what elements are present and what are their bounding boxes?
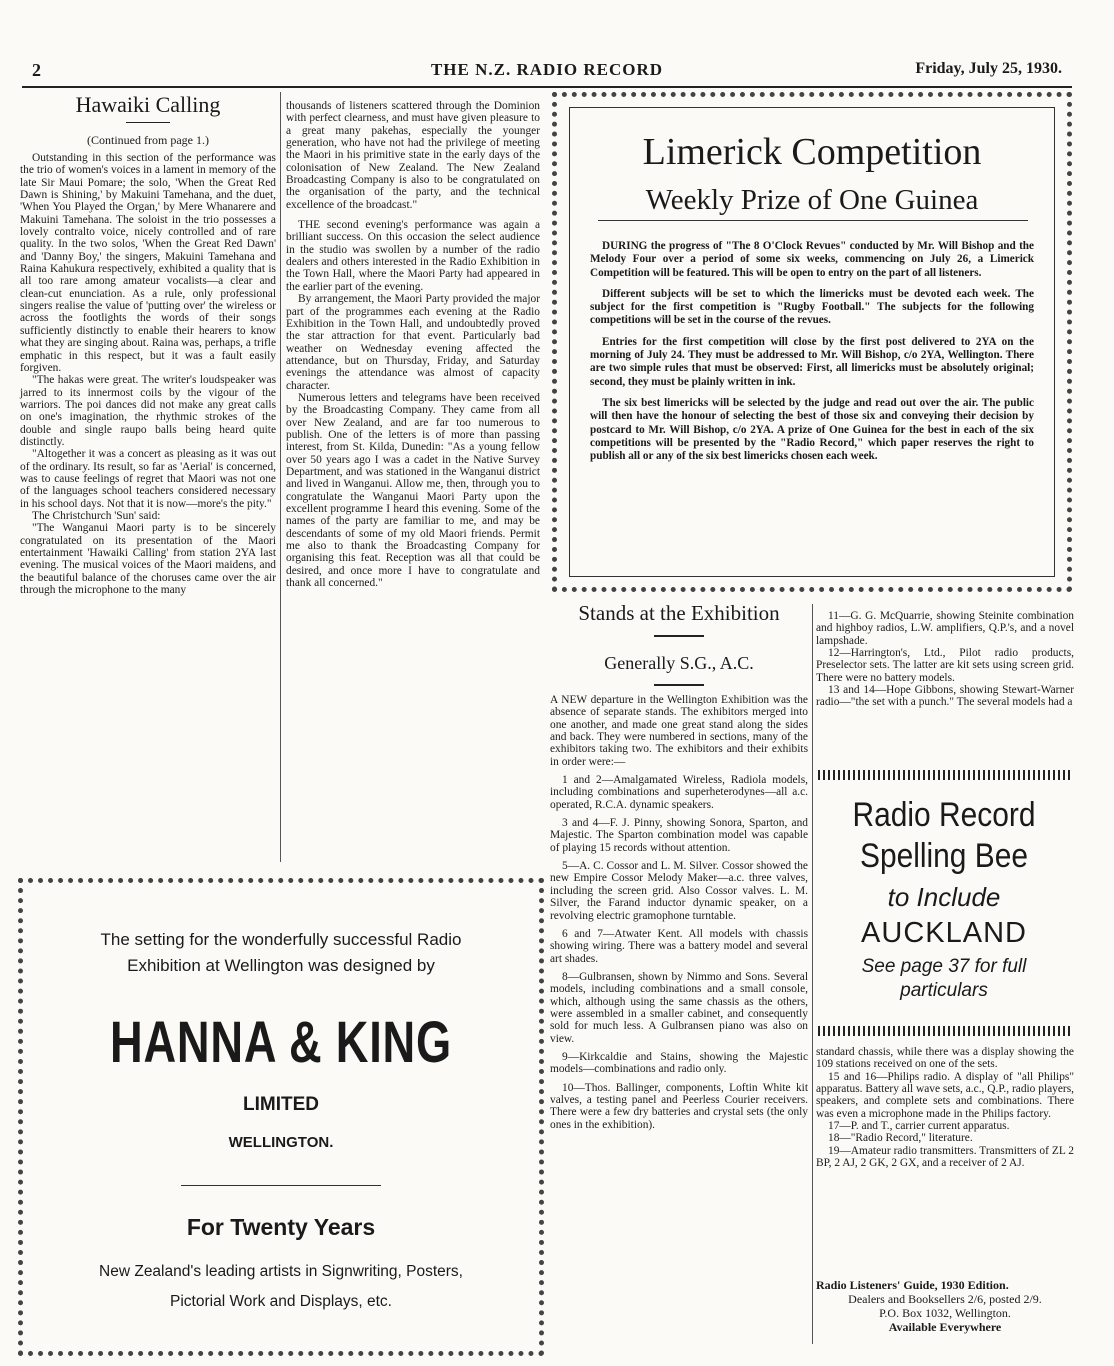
paragraph: "The Wanganui Maori party is to be sincerely congratulated on its presentation of the Maori entertainment 'Hawaiki Calling' from station 2YA last evening. The musical voices of the Maori maidens, and the beautiful balance of the choruses came over the air through the microphone to the many: [20, 522, 276, 597]
title-rule: [654, 635, 704, 637]
paragraph: The Christchurch 'Sun' said:: [32, 509, 161, 522]
ad-line-to-include: to Include: [887, 882, 1001, 912]
ad-tagline-line: Pictorial Work and Displays, etc.: [170, 1293, 392, 1310]
ad-company-name: HANNA & KING: [110, 1010, 452, 1075]
hawaiki-title: Hawaiki Calling: [75, 92, 221, 117]
ad-line-auckland: AUCKLAND: [861, 917, 1027, 949]
ad-limited: LIMITED: [243, 1094, 319, 1115]
paragraph: The six best limericks will be selected by the judge and read out over the air. The public will then have the honour of selecting the best of those six and conveying their decision by postcard to Mr. Will Bishop, c/o 2YA. A prize of One Guinea for the best in each of the six competitions will be presented by the "Radio Record," which paper reserves the right to publish all or any of the six best limericks chosen each week.: [590, 396, 1034, 463]
paragraph: Different subjects will be set to which the limericks must be devoted each week. The subject for the first competition is "Rugby Football." The subjects for the following competitions will be set in the course of the revues.: [590, 287, 1034, 327]
paragraph: 17—P. and T., carrier current apparatus.: [828, 1120, 1010, 1133]
ad-intro-line: Exhibition at Wellington was designed by: [127, 956, 435, 975]
title-rule: [126, 122, 170, 123]
guide-address: P.O. Box 1032, Wellington.: [879, 1306, 1011, 1320]
paragraph: Outstanding in this section of the performance was the trio of women's voices in a lament in memory of the late Sir Maui Pomare; the solo, 'When the Great Red Dawn is Shining,' by Makuini Tamehana, and the duet, 'When You Played the Organ,' by Mere Whanarere and Makuini Tamehana. The soloist in the trio possesses a lovely contralto voice, nicely controlled and of rare quality. In the two solos, 'When the Great Red Dawn' and 'Danny Boy,' the singers, Makuini Tamehana and Raina Kahukura respectively, exhibited a quality that is all too rare among amateur vocalists—a clear and clean-cut enunciation. As a rule, only professional singers realise the value of 'putting over' the wireless or across the footlights the words of their songs sufficiently distinctly to enable their hearers to know what they are singing about. Raina was, perhaps, a trifle emphatic in this respect, but it was a fault easily forgiven.: [20, 152, 276, 374]
paragraph: 18—"Radio Record," literature.: [828, 1132, 973, 1145]
paragraph: THE second evening's performance was again a brilliant success. On this occasion the select audience in the studio was swollen by a number of the radio dealers and others interested in the Radio Exhibition in the Town Hall, where the Maori Party had appeared in the earlier part of the evening.: [286, 219, 540, 293]
ad-intro: [23, 927, 539, 979]
guide-availability: Available Everywhere: [888, 1320, 1002, 1334]
hawaiki-col2-text: [286, 100, 540, 589]
paragraph: 3 and 4—F. J. Pinny, showing Sonora, Sparton, and Majestic. The Sparton combination model was capable of playing 15 records without attention.: [550, 817, 808, 854]
paragraph: thousands of listeners scattered through the Dominion with perfect clearness, and must have given pleasure to a great many pakehas, especially the younger generation, who have not had the privilege of meeting the Maori in his primitive state in the early days of the colonisation of New Zealand. The New Zealand Broadcasting Company is also to be congratulated on the organisation of the party, and the technical excellence of the broadcast.": [286, 100, 540, 211]
spelling-bee-ad: [818, 770, 1070, 1040]
hanna-king-ad: [18, 878, 544, 1356]
paragraph: 6 and 7—Atwater Kent. All models with chassis showing wiring. There was a battery model and several art shades.: [550, 927, 808, 965]
page-header: [22, 60, 1072, 88]
ad-line-particulars: particulars: [900, 980, 988, 1001]
paragraph: By arrangement, the Maori Party provided the major part of the programmes each evening at the Radio Exhibition in the Town Hall, and undoubtedly proved the star attraction for that event. Particularly bad weather on Wednesday evening affected the attendance, but on Thursday, Friday, and Saturday evenings the attendance was almost of capacity character.: [286, 293, 540, 392]
paragraph: 11—G. G. McQuarrie, showing Steinite combination and highboy radios, L.W. amplifiers, Q.P.'s, and a novel lampshade.: [816, 610, 1074, 647]
paragraph: 1 and 2—Amalgamated Wireless, Radiola models, including combinations and superheterodynes—all a.c. operated, R.C.A. dynamic speakers.: [550, 774, 808, 811]
stands-subtitle: Generally S.G., A.C.: [604, 653, 754, 673]
limerick-body: [590, 240, 1034, 463]
ad-tagline-line: New Zealand's leading artists in Signwriting, Posters,: [99, 1263, 463, 1280]
divider: [598, 220, 1028, 221]
stands-col2-top: [816, 610, 1074, 709]
hawaiki-article: [20, 90, 276, 596]
paragraph: 19—Amateur radio transmitters. Transmitters of ZL 2 BP, 2 AJ, 2 GK, 2 GX, and a receiver of 2 AJ.: [816, 1144, 1074, 1170]
guide-title: Radio Listeners' Guide, 1930 Edition.: [816, 1278, 1009, 1292]
title-rule: [654, 684, 704, 686]
paragraph: Numerous letters and telegrams have been received by the Broadcasting Company. They came from all over New Zealand, and are far too numerous to publish. One of the letters is of more than passing interest, from St. Kilda, Dunedin: "As a young fellow over 50 years ago I was a cadet in the Native Survey Department, and was stationed in the Wanganui district and lived in Wanganui. Allow me, then, through you to congratulate the Wanganui Maori Party upon the excellent programme I heard this evening. Some of the names of the party are familiar to me, and may be descendants of some of my old Maori friends. Permit me also to thank the Broadcasting Company for organising this feat. Reception was all that could be desired, and once more I have to congratulate and thank all concerned.": [286, 391, 540, 590]
issue-date: Friday, July 25, 1930.: [915, 60, 1062, 77]
ad-line-see-page: See page 37 for full: [861, 956, 1027, 977]
stands-title: Stands at the Exhibition: [578, 601, 780, 625]
column-rule: [280, 92, 281, 862]
paragraph: Entries for the first competition will close by the first post delivered to 2YA on the morning of July 24. They must be addressed to Mr. Will Bishop, c/o 2YA, Wellington. There are two simple rules that must be observed: First, all limericks must be absolutely original; second, they must be plainly written in ink.: [590, 335, 1034, 388]
ad-years: For Twenty Years: [186, 1214, 376, 1240]
limerick-inner-frame: [569, 107, 1055, 577]
paragraph: 10—Thos. Ballinger, components, Loftin White kit valves, a testing panel and Peerless Courier receivers. There were a few dry batteries and crystal sets (the only ones in the exhibition).: [550, 1081, 808, 1131]
ad-intro-line: The setting for the wonderfully successful Radio: [100, 930, 462, 949]
continued-note: (Continued from page 1.): [87, 133, 209, 147]
paragraph: A NEW departure in the Wellington Exhibition was the absence of separate stands. The exhibitors merged into one another, and made one great stand along the sides and back. They were numbered in sections, many of the exhibitors taking two. The exhibitors and their exhibits in order were:—: [550, 694, 808, 768]
paragraph: 15 and 16—Philips radio. A display of "all Philips" apparatus. Battery all wave sets, a.c., Q.P., radio players, speakers, and complete sets and combinations. There was even a microphone made in the Philips factory.: [816, 1070, 1074, 1120]
decorative-border: [818, 1026, 1070, 1036]
paragraph: DURING the progress of "The 8 O'Clock Revues" conducted by Mr. Will Bishop and the Melody Four over a period of some six weeks, commencing on July 26, a Limerick Competition will be featured. This will be open to entry on the part of all listeners.: [590, 240, 1034, 279]
limerick-title: Limerick Competition: [642, 131, 982, 173]
page-number: 2: [32, 60, 41, 80]
hawaiki-col1-text: [20, 152, 276, 596]
ad-line-spelling-bee: Spelling Bee: [859, 837, 1028, 875]
ad-city: WELLINGTON.: [228, 1134, 334, 1151]
guide-price: Dealers and Booksellers 2/6, posted 2/9.: [848, 1292, 1042, 1306]
paragraph: 8—Gulbransen, shown by Nimmo and Sons. Several models, including combinations and a small console, which, although using the same chassis as the others, were assembled in a smaller cabinet, and consequently sold for much less. A Gulbransen piano was also on view.: [550, 970, 808, 1045]
ad-tagline: [23, 1257, 539, 1317]
ad-line-radio-record: Radio Record: [852, 796, 1036, 834]
paragraph: "The hakas were great. The writer's loudspeaker was jarred to its innermost coils by the vigour of the warriors. The poi dances did not make any great calls on one's imagination, the rhythmic strokes of the double and single raupo balls being heard quite distinctly.: [20, 374, 276, 448]
divider: [181, 1185, 381, 1186]
paragraph: 12—Harrington's, Ltd., Pilot radio products, Preselector sets. The latter are kit sets using screen grid. There were no battery models.: [816, 647, 1074, 684]
listeners-guide-notice: [816, 1278, 1074, 1334]
paragraph: 5—A. C. Cossor and L. M. Silver. Cossor showed the new Empire Cossor Melody Maker—a.c. three valves, including the screen grid. Also Cossor valves. L. M. Silver, the Farand inductor dynamic speaker, on a revolving electric gramophone turntable.: [550, 860, 808, 922]
column-rule: [812, 604, 813, 1344]
limerick-subtitle: Weekly Prize of One Guinea: [645, 184, 979, 216]
decorative-border: [818, 770, 1070, 780]
stands-article: [550, 602, 808, 1131]
paragraph: 9—Kirkcaldie and Stains, showing the Majestic models—combinations and radio only.: [550, 1050, 808, 1076]
paragraph: 13 and 14—Hope Gibbons, showing Stewart-Warner radio—"the set with a punch." The several models had a: [816, 684, 1074, 709]
paper-name: THE N.Z. RADIO RECORD: [430, 60, 664, 79]
stands-col1-text: [550, 694, 808, 1131]
paragraph: standard chassis, while there was a display showing the 109 stations received on one of the sets.: [816, 1046, 1074, 1071]
stands-col2-bottom: [816, 1046, 1074, 1169]
limerick-notice: [552, 92, 1072, 592]
paragraph: "Altogether it was a concert as pleasing as it was out of the ordinary. Its result, so far as 'Aerial' is concerned, was to cause feelings of regret that Maori was not one of the languages school teachers considered necessary in his school days. Not that it is now—more's the pity.": [20, 448, 276, 510]
